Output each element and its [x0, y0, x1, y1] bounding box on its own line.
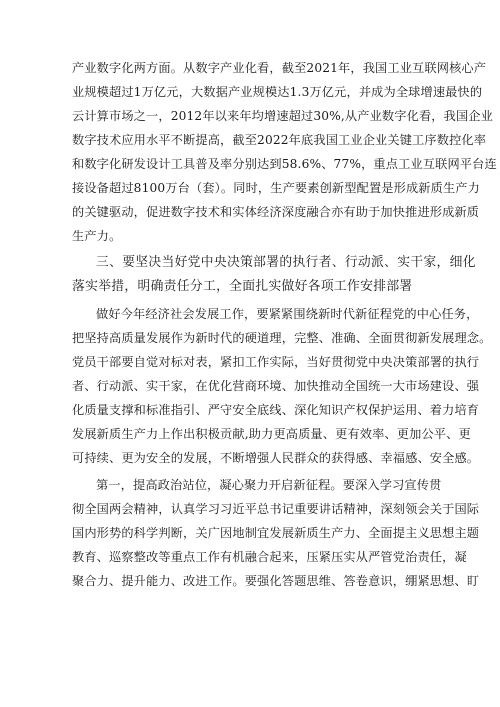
text-line: 把坚持高质量发展作为新时代的硬道理，完整、准确、全面贯彻新发展理念。: [72, 331, 492, 345]
text-line: 彻全国两会精神，认真学习习近平总书记重要讲话精神，深刻领会关于国际: [72, 502, 480, 516]
text-line: 做好今年经济社会发展工作，要紧紧围绕新时代新征程党的中心任务，: [96, 307, 479, 321]
text-line: 聚合力、提升能力、改进工作。要强化答题思维、答卷意识，绷紧思想、盯: [72, 574, 480, 588]
text-line: 党员干部要自觉对标对表，紧扣工作实际，当好贯彻党中央决策部署的执行: [72, 355, 480, 369]
text-line: 生产力。: [72, 229, 122, 243]
text-line: 国内形势的科学判断，关广因地制宜发展新质生产力、全面提主义思想主题: [72, 526, 480, 540]
text-line: 业规模超过1万亿元，大数据产业规模达1.3万亿元，并成为全球增速最快的: [72, 85, 483, 99]
paragraph-digital-industry: [72, 56, 497, 248]
heading-line: 三、要坚决当好党中央决策部署的执行者、行动派、实干家，细化: [96, 255, 476, 270]
text-line: 的关键驱动，促进数字技术和实体经济深度融合亦有助于加快推进形成新质: [72, 205, 480, 219]
text-line: 接设备超过8100万台（套）。同时，生产要素创新型配置是形成新质生产力: [72, 181, 480, 195]
text-line: 化质量支撑和标准指引、严守安全底线、深化知识产权保护运用、着力培育: [72, 403, 480, 417]
text-line: 者、行动派、实干家，在优化营商环境、加快推动全国统一大市场建设、强: [72, 379, 480, 393]
text-line: 发展新质生产力上作出积极贡献,助力更高质量、更有效率、更加公平、更: [72, 427, 471, 441]
section-heading-three: [72, 251, 476, 299]
paragraph-economic-work: [72, 302, 492, 470]
text-line: 云计算市场之一，2012年以来年均增速超过30%,从产业数字化看，我国企业: [72, 109, 493, 123]
text-line: 可持续、更为安全的发展，不断增强人民群众的获得感、幸福感、安全感。: [72, 451, 480, 465]
text-line: 教育、巡察整改等重点工作有机融合起来，压紧压实从严管党治责任，凝: [72, 550, 467, 564]
text-line: 和数字化研发设计工具普及率分别达到58.6%、77%，重点工业互联网平台连: [72, 157, 497, 171]
text-line: 数字技术应用水平不断提高，截至2022年底我国工业企业关键工序数控化率: [72, 133, 487, 147]
heading-line: 落实举措，明确责任分工，全面扎实做好各项工作安排部署: [72, 279, 413, 294]
paragraph-first-point: [72, 473, 480, 593]
text-line: 产业数字化两方面。从数字产业化看，截至2021年，我国工业互联网核心产: [72, 61, 487, 75]
text-line: 第一，提高政治站位，凝心聚力开启新征程。要深入学习宣传贯: [96, 478, 442, 492]
